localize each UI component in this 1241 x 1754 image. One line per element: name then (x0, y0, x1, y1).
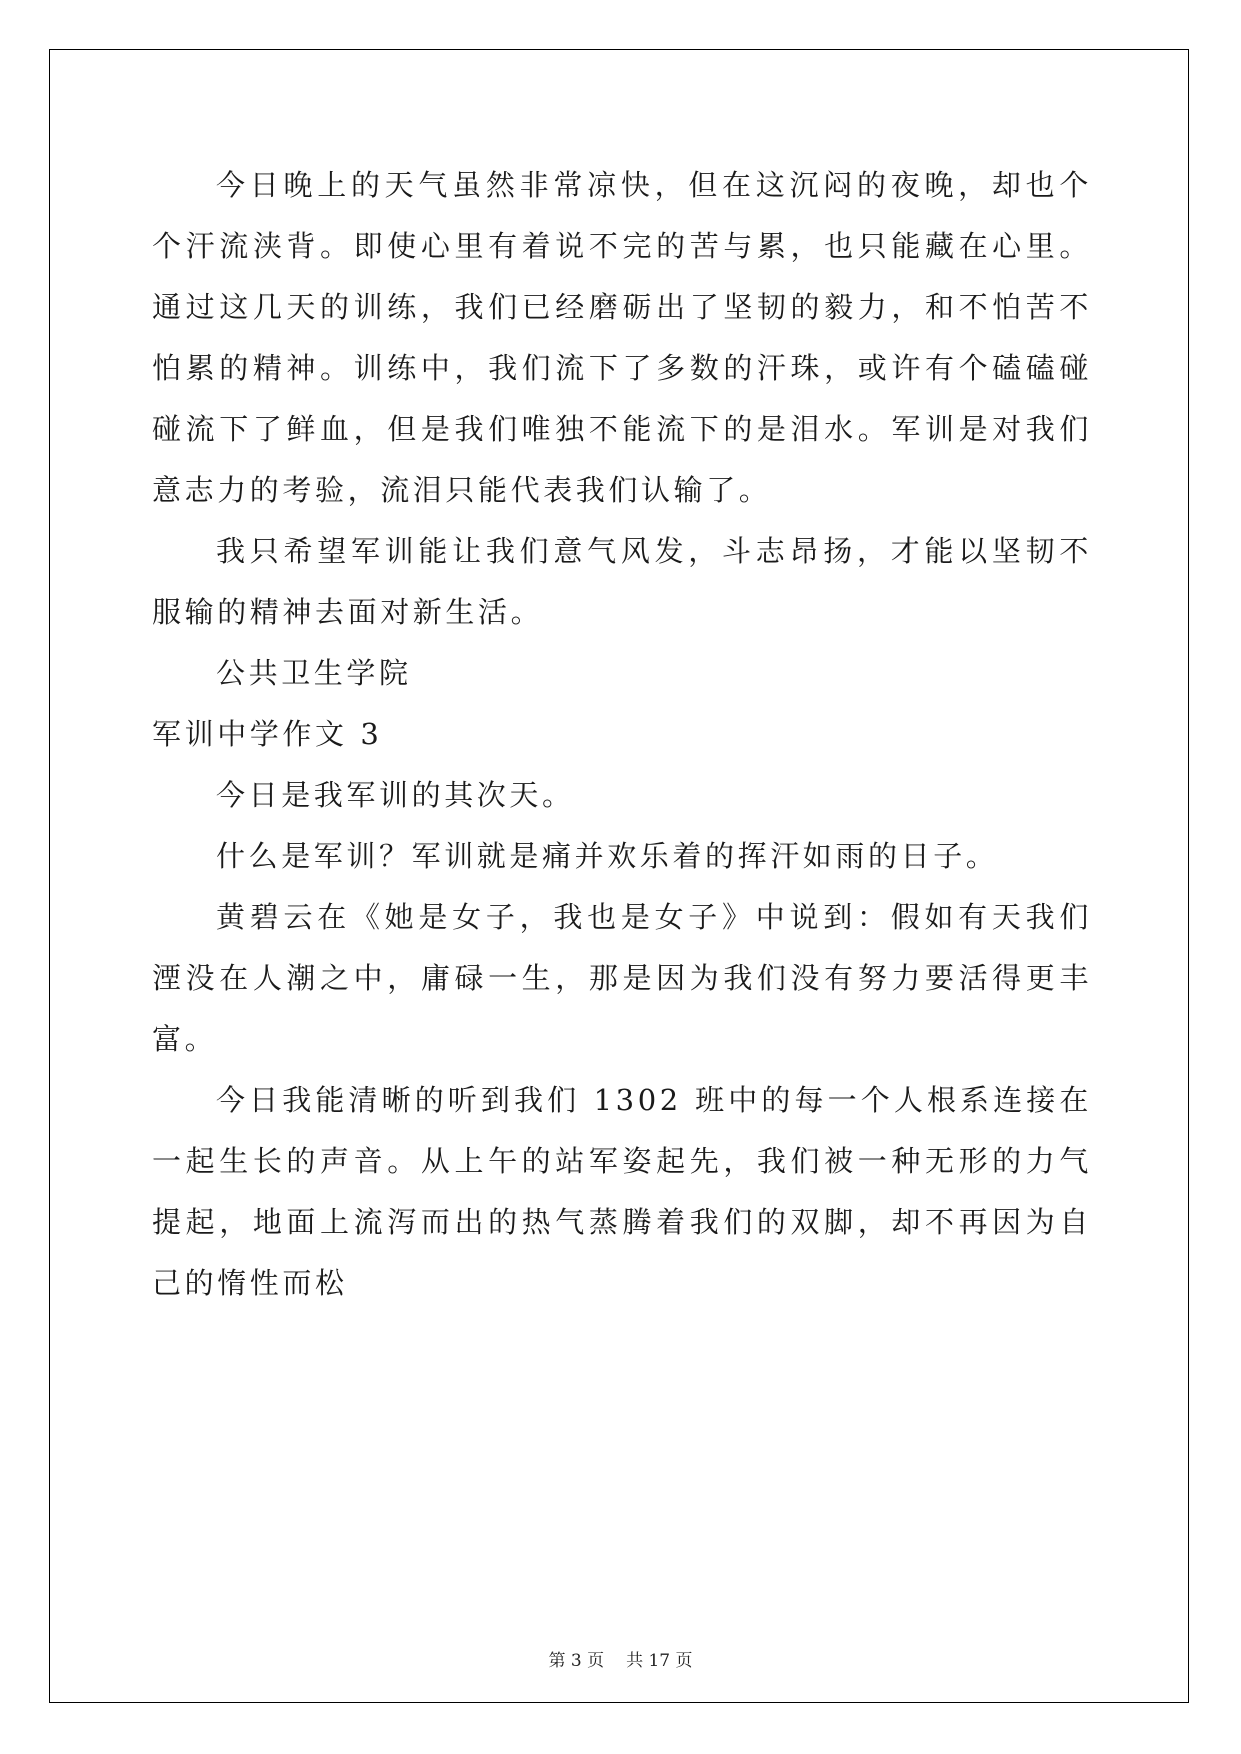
paragraph: 今日我能清晰的听到我们 1302 班中的每一个人根系连接在一起生长的声音。从上午的站军姿起先，我们被一种无形的力气提起，地面上流泻而出的热气蒸腾着我们的双脚，却不再因为自己的惰性而松 (152, 1083, 1092, 1300)
section-title: 军训中学作文 3 (152, 717, 383, 751)
page-footer (0, 1646, 1241, 1671)
signature-line: 公共卫生学院 (216, 656, 412, 690)
paragraph: 黄碧云在《她是女子，我也是女子》中说到：假如有天我们湮没在人潮之中，庸碌一生，那是因为我们没有努力要活得更丰富。 (152, 900, 1092, 1056)
document-body (152, 155, 1092, 1314)
total-pages: 共 17 页 (626, 1651, 693, 1671)
paragraph: 今日晚上的天气虽然非常凉快，但在这沉闷的夜晚，却也个个汗流浃背。即使心里有着说不完的苦与累，也只能藏在心里。通过这几天的训练，我们已经磨砺出了坚韧的毅力，和不怕苦不怕累的精神。训练中，我们流下了多数的汗珠，或许有个磕磕碰碰流下了鲜血，但是我们唯独不能流下的是泪水。军训是对我们意志力的考验，流泪只能代表我们认输了。 (152, 168, 1092, 507)
page-number: 第 3 页 (548, 1651, 605, 1671)
paragraph: 我只希望军训能让我们意气风发，斗志昂扬，才能以坚韧不服输的精神去面对新生活。 (152, 534, 1092, 629)
paragraph: 什么是军训？军训就是痛并欢乐着的挥汗如雨的日子。 (216, 839, 999, 873)
paragraph: 今日是我军训的其次天。 (216, 778, 575, 812)
